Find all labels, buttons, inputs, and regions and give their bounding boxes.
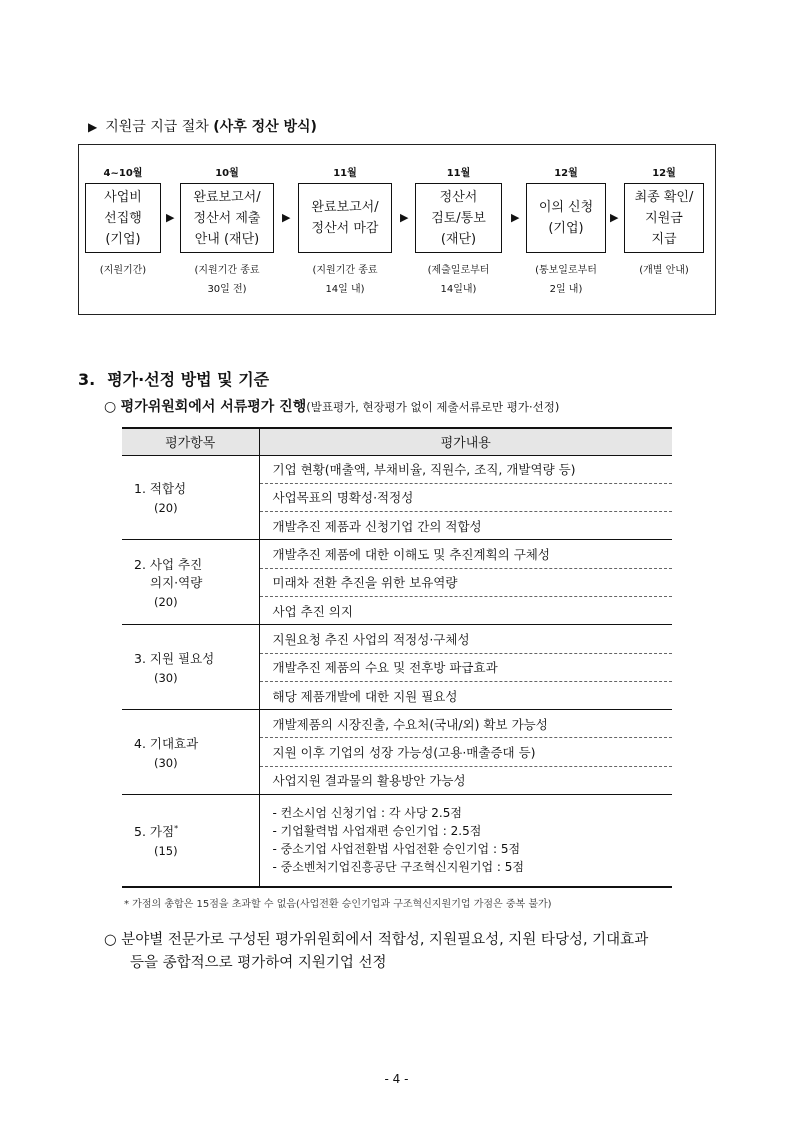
stage-box — [180, 183, 274, 253]
stage-box — [298, 183, 392, 253]
stage-month: 4~10월 — [103, 168, 143, 179]
section-title-text: 지원금 지급 절차 — [105, 119, 209, 135]
stage-note — [85, 261, 161, 280]
stage-line: (기업) — [548, 221, 584, 236]
stage-line: 이의 신청 — [538, 200, 594, 215]
flow-stage — [415, 167, 502, 299]
category-points: (20) — [154, 595, 178, 610]
column-header: 평가내용 — [259, 428, 672, 455]
category-points: (15) — [154, 844, 178, 859]
stage-month: 12월 — [652, 168, 676, 179]
section-title-bold: (사후 정산 방식) — [213, 119, 317, 135]
flow-stage — [85, 167, 161, 280]
bullet-detail-text: (발표평가, 현장평가 없이 제출서류로만 평가·선정) — [306, 400, 560, 414]
bullet-item — [104, 396, 559, 416]
arrow-right-icon: ▶ — [400, 211, 409, 224]
stage-line: 지원금 — [645, 210, 683, 226]
table-row — [122, 795, 672, 887]
flow-stage — [526, 167, 606, 299]
stage-line: (재단) — [440, 231, 477, 247]
circle-bullet-icon: ○ — [104, 932, 117, 948]
category-cell — [122, 455, 259, 540]
flow-stage — [180, 167, 274, 299]
criteria-item: 해당 제품개발에 대한 지원 필요성 — [259, 681, 672, 709]
stage-box — [415, 183, 502, 253]
criteria-item: 지원 이후 기업의 성장 가능성(고용·매출증대 등) — [259, 738, 672, 766]
criteria-item: 사업목표의 명확성·적정성 — [259, 483, 672, 511]
stage-line: 사업비 — [104, 189, 142, 205]
stage-note-line: 14일 내) — [325, 284, 365, 295]
table-header-row — [122, 428, 672, 455]
criteria-item: 사업지원 결과물의 활용방안 가능성 — [259, 766, 672, 794]
arrow-right-icon: ▶ — [282, 211, 291, 224]
payment-process-flow — [78, 144, 716, 315]
bonus-item: - 기업활력법 사업재편 승인기업 : 2.5점 — [272, 824, 482, 839]
category-cell — [122, 540, 259, 625]
stage-note-line: (제출일로부터 — [427, 265, 490, 276]
paragraph-line: 등을 종합적으로 평가하여 지원기업 선정 — [130, 955, 387, 971]
criteria-item: 사업 추진 의지 — [259, 596, 672, 624]
table-row — [122, 625, 672, 653]
category-cell — [122, 710, 259, 795]
bonus-name: 5. 가점 — [134, 824, 175, 840]
flow-stage — [624, 167, 704, 280]
arrow-right-icon: ▶ — [511, 211, 520, 224]
category-cell — [122, 795, 259, 887]
heading-text: 평가·선정 방법 및 기준 — [107, 370, 270, 389]
stage-line: 정산서 — [439, 189, 478, 205]
stage-line: 최종 확인/ — [634, 189, 694, 205]
category-name: 4. 기대효과 — [134, 736, 199, 752]
section-title — [88, 116, 317, 136]
stage-month: 11월 — [446, 168, 471, 179]
stage-note-line: 2일 내) — [549, 284, 583, 295]
stage-note-line: (개별 안내) — [639, 265, 689, 276]
paragraph-text: 분야별 전문가로 구성된 평가위원회에서 적합성, 지원필요성, 지원 타당성, 기대효과 — [121, 932, 649, 948]
stage-line: 정산서 마감 — [311, 221, 379, 236]
stage-line: 안내 (재단) — [194, 231, 260, 247]
stage-line: 정산서 제출 — [193, 210, 261, 226]
criteria-item: 개발추진 제품과 신청기업 간의 적합성 — [259, 512, 672, 540]
stage-month: 11월 — [333, 168, 357, 179]
bullet-paragraph — [104, 929, 724, 975]
stage-note — [415, 261, 502, 299]
stage-note-line: (지원기간 종료 — [194, 265, 260, 276]
table-row — [122, 455, 672, 483]
stage-note — [298, 261, 392, 299]
category-name: 2. 사업 추진 — [134, 557, 203, 573]
category-name: 3. 지원 필요성 — [134, 651, 215, 667]
stage-box — [624, 183, 704, 253]
footnote: * 가점의 총합은 15점을 초과할 수 없음(사업전환 승인기업과 구조혁신지원기업 가점은 중복 불가) — [124, 899, 552, 910]
arrow-icon: ▶ — [88, 120, 98, 134]
column-header: 평가항목 — [122, 428, 259, 455]
stage-note — [180, 261, 274, 299]
stage-note-line: 30일 전) — [207, 284, 247, 295]
stage-box — [85, 183, 161, 253]
stage-line: 지급 — [651, 231, 677, 247]
category-name: 1. 적합성 — [134, 481, 187, 497]
stage-line: 선집행 — [104, 210, 142, 226]
stage-month: 12월 — [554, 168, 578, 179]
table-row — [122, 710, 672, 738]
stage-month: 10월 — [215, 168, 239, 179]
category-points: (30) — [154, 756, 178, 771]
bonus-item: - 중소기업 사업전환법 사업전환 승인기업 : 5점 — [272, 842, 521, 857]
stage-line: (기업) — [105, 231, 141, 247]
criteria-item: 개발제품의 시장진출, 수요처(국내/외) 확보 가능성 — [259, 710, 672, 738]
stage-box — [526, 183, 606, 253]
evaluation-table — [122, 427, 672, 888]
stage-note-line: 14일내) — [440, 284, 477, 295]
bonus-item: - 중소벤처기업진흥공단 구조혁신지원기업 : 5점 — [272, 860, 525, 875]
category-points: (30) — [154, 671, 178, 686]
bullet-bold-text: 평가위원회에서 서류평가 진행 — [120, 399, 307, 415]
asterisk-mark: * — [174, 824, 179, 834]
flow-stage — [298, 167, 392, 299]
stage-note — [526, 261, 606, 299]
circle-bullet-icon: ○ — [104, 399, 117, 415]
stage-line: 검토/통보 — [431, 210, 486, 226]
bonus-items — [259, 795, 672, 887]
stage-note-line: (지원기간) — [99, 265, 147, 276]
stage-note — [624, 261, 704, 280]
arrow-right-icon: ▶ — [166, 211, 175, 224]
page-number: - 4 - — [384, 1072, 409, 1086]
category-name: 의지·역량 — [150, 575, 203, 591]
criteria-item: 기업 현황(매출액, 부채비율, 직원수, 조직, 개발역량 등) — [259, 455, 672, 483]
section-heading — [78, 367, 269, 390]
paragraph-line — [104, 929, 724, 952]
criteria-item: 개발추진 제품에 대한 이해도 및 추진계획의 구체성 — [259, 540, 672, 568]
category-name — [134, 822, 259, 840]
stage-line: 완료보고서/ — [311, 200, 379, 215]
stage-line: 완료보고서/ — [193, 189, 261, 205]
criteria-item: 지원요청 추진 사업의 적정성·구체성 — [259, 625, 672, 653]
heading-number: 3. — [78, 370, 96, 389]
criteria-item: 개발추진 제품의 수요 및 전후방 파급효과 — [259, 653, 672, 681]
stage-note-line: (통보일로부터 — [535, 265, 597, 276]
category-points: (20) — [154, 501, 178, 516]
category-cell — [122, 625, 259, 710]
criteria-item: 미래차 전환 추진을 위한 보유역량 — [259, 568, 672, 596]
bonus-item: - 컨소시엄 신청기업 : 각 사당 2.5점 — [272, 806, 462, 821]
stage-note-line: (지원기간 종료 — [312, 265, 378, 276]
table-row — [122, 540, 672, 568]
arrow-right-icon: ▶ — [610, 211, 619, 224]
